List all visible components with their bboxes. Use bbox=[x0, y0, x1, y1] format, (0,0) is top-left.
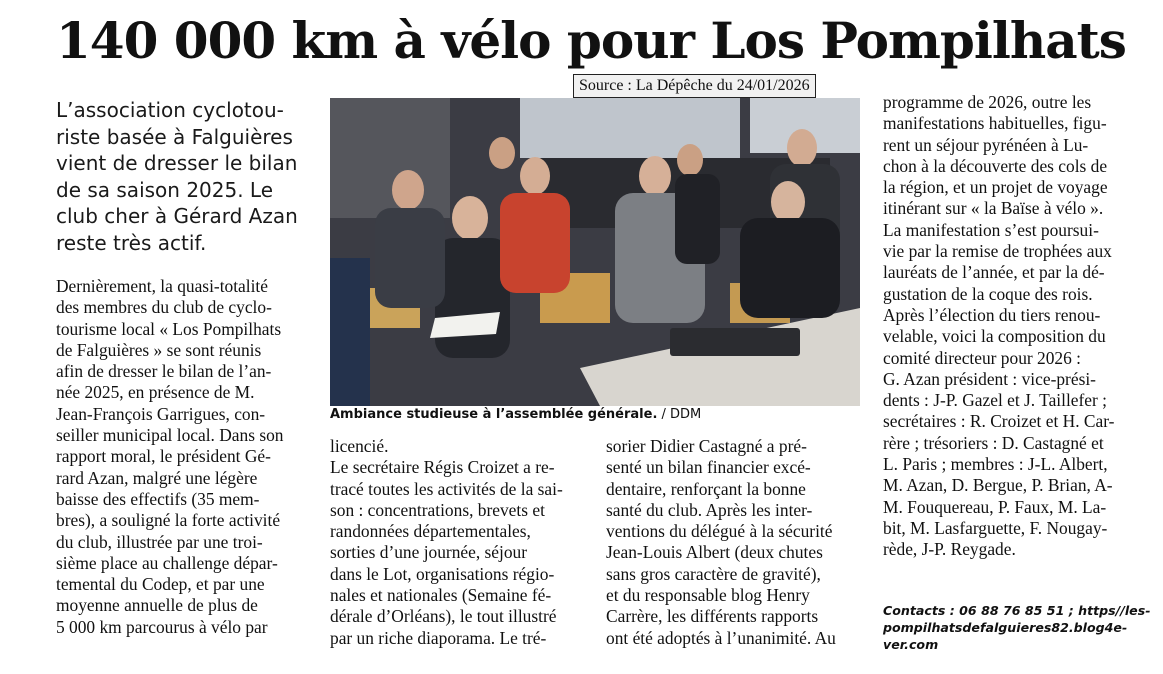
text-line: La manifestation s’est poursui- bbox=[883, 219, 1099, 240]
photo-caption-slash: / bbox=[657, 407, 666, 422]
text-line: sans gros caractère de gravité), bbox=[606, 563, 821, 584]
text-line: pompilhatsdefalguieres82.blog4e- bbox=[883, 620, 1128, 635]
text-line: rère ; trésoriers : D. Castagné et bbox=[883, 432, 1104, 453]
text-line: la région, et un projet de voyage bbox=[883, 177, 1108, 198]
text-line: M. Fouquereau, P. Faux, M. La- bbox=[883, 496, 1107, 517]
article-column-4 bbox=[883, 92, 1141, 561]
text-line: M. Azan, D. Bergue, P. Brian, A- bbox=[883, 475, 1113, 496]
text-line: 5 000 km parcourus à vélo par bbox=[56, 616, 268, 637]
text-line: velable, voici la composition du bbox=[883, 326, 1106, 347]
text-line: rapport moral, le président Gé- bbox=[56, 446, 271, 467]
photo-credit: DDM bbox=[665, 407, 702, 422]
text-line: de Falguières » se sont réunis bbox=[56, 339, 262, 360]
text-line: G. Azan président : vice-prési- bbox=[883, 368, 1096, 389]
source-label: Source : La Dépêche du 24/01/2026 bbox=[573, 74, 816, 98]
photo-caption-text: Ambiance studieuse à l’assemblée générale. bbox=[330, 407, 658, 422]
text-line: sorier Didier Castagné a pré- bbox=[606, 436, 807, 456]
photo-caption bbox=[330, 405, 860, 425]
article-column-1 bbox=[56, 276, 311, 638]
contacts-block bbox=[883, 602, 1151, 653]
intro-line: de sa saison 2025. Le bbox=[56, 177, 274, 202]
text-line: senté un bilan financier excé- bbox=[606, 457, 811, 478]
text-line: licencié. bbox=[330, 436, 389, 456]
article-column-3 bbox=[606, 436, 862, 649]
intro-line: riste basée à Falguières bbox=[56, 124, 293, 149]
text-line: bres), a souligné la forte activité bbox=[56, 510, 281, 531]
text-line: Jean-François Garrigues, con- bbox=[56, 403, 266, 424]
intro-paragraph bbox=[56, 97, 311, 256]
intro-line: vient de dresser le bilan bbox=[56, 151, 298, 175]
text-line: moyenne annuelle de plus de bbox=[56, 595, 258, 616]
text-line: du club, illustrée par une troi- bbox=[56, 531, 263, 552]
text-line: rent un séjour pyrénéen à Lu- bbox=[883, 134, 1089, 155]
text-line: programme de 2026, outre les bbox=[883, 92, 1092, 112]
text-line: Contacts : 06 88 76 85 51 ; https//les- bbox=[883, 603, 1151, 618]
text-line: née 2025, en présence de M. bbox=[56, 382, 255, 403]
text-line: Après l’élection du tiers renou- bbox=[883, 304, 1101, 325]
text-line: Le secrétaire Régis Croizet a re- bbox=[330, 457, 555, 478]
article-column-2 bbox=[330, 436, 586, 649]
article-photo bbox=[330, 98, 860, 406]
text-line: tourisme local « Los Pompilhats bbox=[56, 318, 282, 339]
intro-line: L’association cyclotou- bbox=[56, 98, 284, 122]
text-line: randonnées départementales, bbox=[330, 521, 531, 542]
text-line: afin de dresser le bilan de l’an- bbox=[56, 361, 272, 382]
text-line: dents : J-P. Gazel et J. Taillefer ; bbox=[883, 390, 1107, 411]
text-line: Dernièrement, la quasi-totalité bbox=[56, 276, 268, 296]
text-line: des membres du club de cyclo- bbox=[56, 297, 272, 318]
text-line: baisse des effectifs (35 mem- bbox=[56, 488, 260, 509]
text-line: gustation de la coque des rois. bbox=[883, 283, 1093, 304]
text-line: manifestations habituelles, figu- bbox=[883, 113, 1107, 134]
text-line: dans le Lot, organisations régio- bbox=[330, 563, 555, 584]
headline: 140 000 km à vélo pour Los Pompilhats bbox=[56, 11, 1126, 70]
text-line: Carrère, les différents rapports bbox=[606, 606, 819, 627]
intro-line: club cher à Gérard Azan bbox=[56, 204, 298, 228]
assembly-photo-illustration bbox=[330, 98, 860, 406]
intro-line: reste très actif. bbox=[56, 230, 207, 255]
text-line: sorties d’une journée, séjour bbox=[330, 542, 528, 563]
text-line: rède, J-P. Reygade. bbox=[883, 539, 1016, 560]
text-line: Jean-Louis Albert (deux chutes bbox=[606, 542, 823, 563]
text-line: par un riche diaporama. Le tré- bbox=[330, 627, 547, 648]
text-line: seiller municipal local. Dans son bbox=[56, 425, 284, 446]
text-line: dérale d’Orléans), le tout illustré bbox=[330, 606, 557, 627]
text-line: comité directeur pour 2026 : bbox=[883, 347, 1081, 368]
text-line: bit, M. Lasfarguette, F. Nougay- bbox=[883, 517, 1108, 538]
text-line: dentaire, renforçant la bonne bbox=[606, 478, 806, 499]
text-line: secrétaires : R. Croizet et H. Car- bbox=[883, 411, 1115, 432]
text-line: chon à la découverte des cols de bbox=[883, 155, 1108, 176]
text-line: ver.com bbox=[883, 637, 939, 652]
text-line: lauréats de l’année, et par la dé- bbox=[883, 262, 1105, 283]
text-line: son : concentrations, brevets et bbox=[330, 499, 545, 520]
text-line: L. Paris ; membres : J-L. Albert, bbox=[883, 454, 1108, 475]
text-line: sième place au challenge dépar- bbox=[56, 552, 278, 573]
text-line: rard Azan, malgré une légère bbox=[56, 467, 258, 488]
text-line: nales et nationales (Semaine fé- bbox=[330, 585, 552, 606]
text-line: santé du club. Après les inter- bbox=[606, 499, 813, 520]
text-line: tracé toutes les activités de la sai- bbox=[330, 478, 563, 499]
text-line: temental du Codep, et par une bbox=[56, 574, 265, 595]
text-line: et du responsable blog Henry bbox=[606, 585, 810, 606]
text-line: vie par la remise de trophées aux bbox=[883, 241, 1112, 262]
text-line: itinérant sur « la Baïse à vélo ». bbox=[883, 198, 1104, 219]
text-line: ventions du délégué à la sécurité bbox=[606, 521, 833, 542]
text-line: ont été adoptés à l’unanimité. Au bbox=[606, 627, 836, 648]
